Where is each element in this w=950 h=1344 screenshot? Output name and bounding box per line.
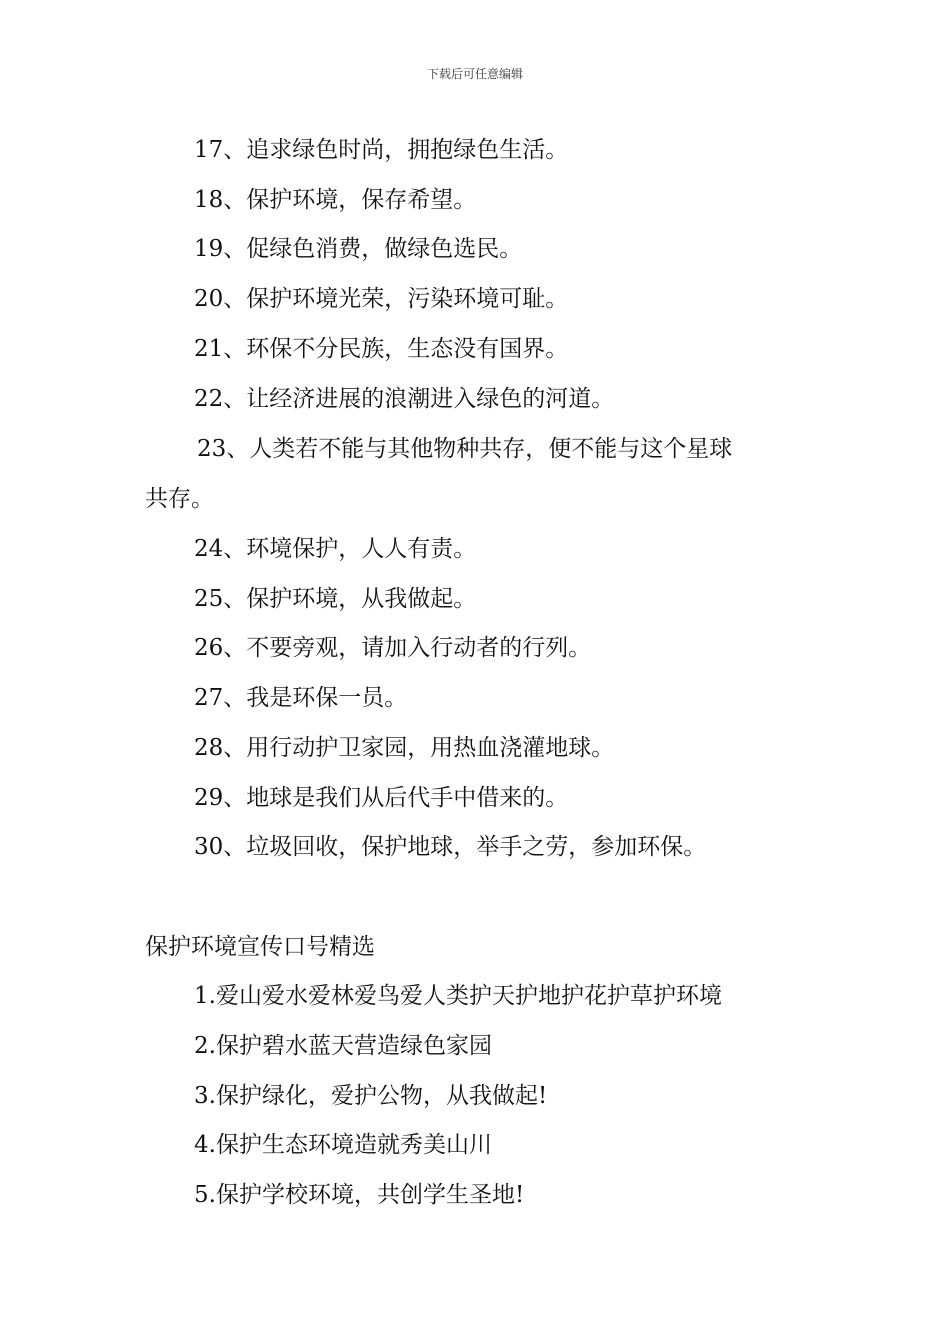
section-item: 4.保护生态环境造就秀美山川 [194, 1132, 492, 1158]
slogan-line: 19、促绿色消费，做绿色选民。 [194, 236, 523, 262]
slogan-line: 17、追求绿色时尚，拥抱绿色生活。 [194, 137, 569, 163]
slogan-line: 28、用行动护卫家园，用热血浇灌地球。 [194, 735, 615, 761]
section-title: 保护环境宣传口号精选 [145, 934, 375, 960]
slogan-line: 20、保护环境光荣，污染环境可耻。 [194, 286, 569, 312]
slogan-line: 27、我是环保一员。 [194, 685, 408, 711]
slogan-line: 22、让经济进展的浪潮进入绿色的河道。 [194, 386, 615, 412]
slogan-line: 25、保护环境，从我做起。 [194, 586, 477, 612]
slogan-line: 29、地球是我们从后代手中借来的。 [194, 785, 569, 811]
slogan-line: 24、环境保护，人人有责。 [194, 536, 477, 562]
section-item: 2.保护碧水蓝天营造绿色家园 [194, 1033, 492, 1059]
slogan-line: 21、环保不分民族，生态没有国界。 [194, 336, 569, 362]
section-item: 5.保护学校环境，共创学生圣地! [194, 1182, 525, 1208]
slogan-line-continuation: 共存。 [145, 486, 214, 512]
slogan-line: 18、保护环境，保存希望。 [194, 187, 477, 213]
slogan-line: 23、人类若不能与其他物种共存，便不能与这个星球 [197, 436, 733, 462]
section-item: 3.保护绿化，爱护公物，从我做起! [194, 1083, 548, 1109]
slogan-line: 26、不要旁观，请加入行动者的行列。 [194, 635, 592, 661]
section-item: 1.爱山爱水爱林爱鸟爱人类护天护地护花护草护环境 [194, 983, 722, 1009]
slogan-line: 30、垃圾回收，保护地球，举手之劳，参加环保。 [194, 834, 707, 860]
page-header: 下载后可任意编辑 [426, 67, 523, 81]
